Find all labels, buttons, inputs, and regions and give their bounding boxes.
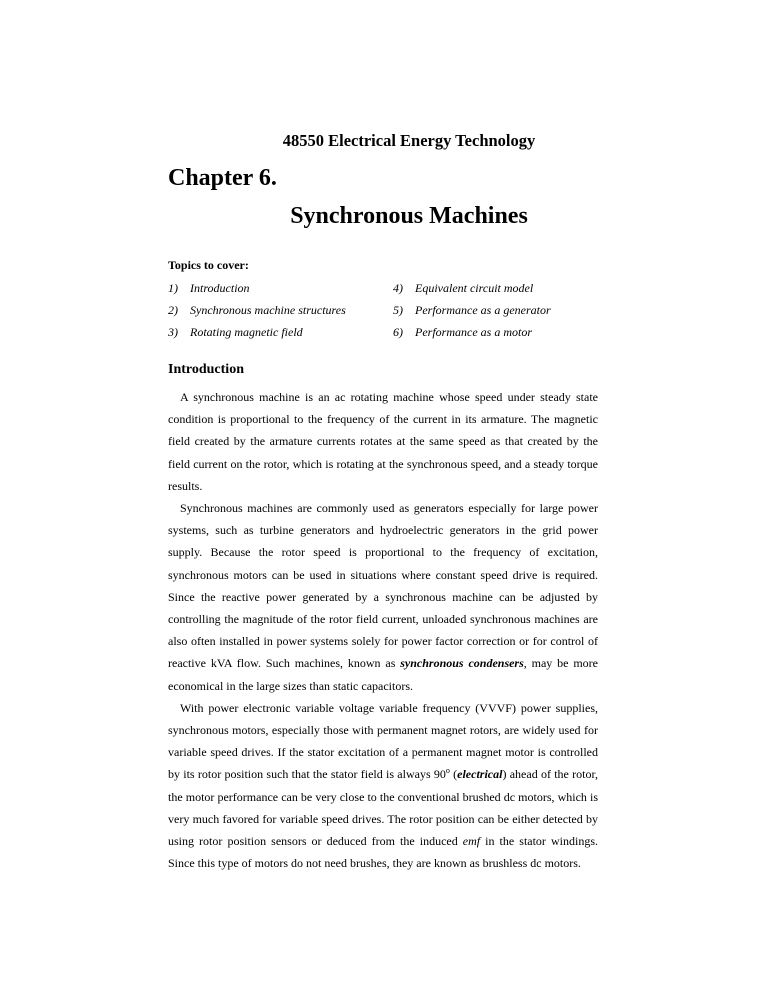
paragraph [168,386,598,497]
topic-label: Equivalent circuit model [415,281,534,295]
paragraph [168,497,598,697]
topic-label: Rotating magnetic field [190,325,303,339]
topic-number: 6) [393,325,403,339]
emphasized-term: electrical [457,767,503,782]
section-heading-introduction: Introduction [168,362,244,377]
paragraph-text: ( [449,767,458,782]
topics-heading: Topics to cover: [168,258,249,272]
paragraph [168,697,598,875]
emphasized-term: emf [462,834,481,849]
topic-label: Introduction [190,281,250,295]
topic-number: 4) [393,281,403,295]
topic-label: Synchronous machine structures [190,303,346,317]
degree-superscript: o [445,766,450,776]
chapter-title: Synchronous Machines [290,203,528,229]
topic-item [393,303,551,318]
topic-item [393,281,533,296]
paragraph-text: Synchronous machines are commonly used as generators especially for large power systems, such as turbine generators and hydroelectric generators in the grid power supply. Because the rotor speed is proportional to the frequency of excitation, synchronous motors can be used in situations where constant speed drive is required. Since the reactive power generated by a synchronous machine can be adjusted by controlling the magnitude of the rotor field current, unloaded synchronous machines are also often installed in power systems solely for power factor correction or for control of reactive kVA flow. Such machines, known as [168,501,598,671]
topic-item [168,303,346,318]
paragraph-text: ) ahead of the rotor, the motor performance can be very close to the conventional brushed dc motors, which is very much favored for variable speed drives. The rotor position can be either detected by using rotor position sensors or deduced from the induced [168,767,598,849]
topic-number: 2) [168,303,178,317]
paragraph-text: in the stator windings. Since this type of motors do not need brushes, they are known as brushless dc motors. [168,834,598,871]
defined-term: synchronous condensers [400,656,524,671]
paragraph-text: A synchronous machine is an ac rotating machine whose speed under steady state condition is proportional to the frequency of the current in its armature. The magnetic field created by the armature currents rotates at the same speed as that created by the field current on the rotor, which is rotating at the synchronous speed, and a steady torque results. [168,390,598,493]
topic-item [168,325,303,340]
chapter-number: Chapter 6. [168,165,277,191]
topic-item [393,325,532,340]
topic-label: Performance as a generator [415,303,551,317]
topic-label: Performance as a motor [415,325,532,339]
topic-number: 5) [393,303,403,317]
course-title: 48550 Electrical Energy Technology [282,131,536,150]
paragraph-text: , may be more economical in the large sizes than static capacitors. [168,656,598,693]
introduction-body [168,386,598,874]
topic-number: 1) [168,281,178,295]
topic-number: 3) [168,325,178,339]
topic-item [168,281,250,296]
paragraph-text: With power electronic variable voltage variable frequency (VVVF) power supplies, synchronous motors, especially those with permanent magnet rotors, are widely used for variable speed drives. If the stator excitation of a permanent magnet motor is controlled by its rotor position such that the stator field is always 90 [168,700,598,782]
